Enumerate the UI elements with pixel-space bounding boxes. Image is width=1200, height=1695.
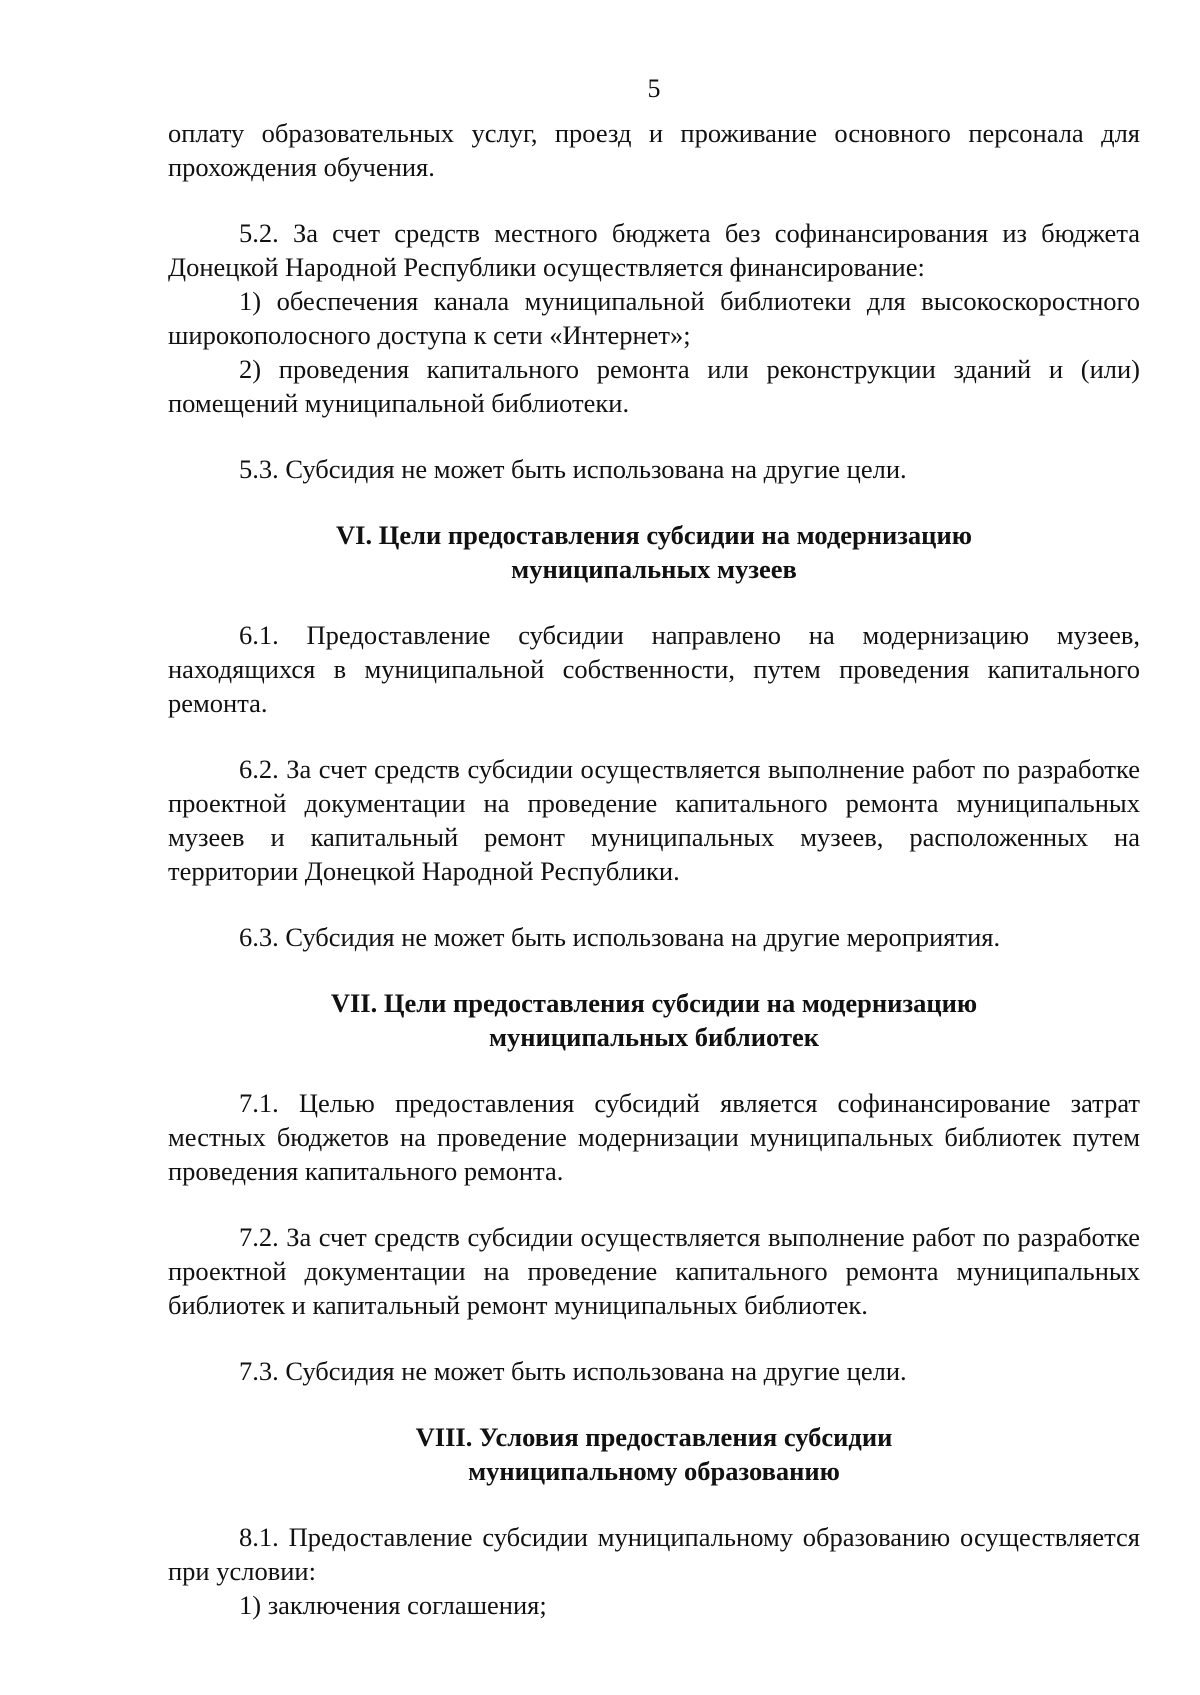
paragraph-spacer bbox=[168, 1488, 1140, 1520]
paragraph-spacer bbox=[168, 1054, 1140, 1086]
paragraph: 5.3. Субсидия не может быть использована на другие цели. bbox=[239, 454, 907, 484]
paragraph-spacer bbox=[168, 420, 1140, 452]
page-number: 5 bbox=[647, 74, 661, 103]
paragraph: 6.2. За счет средств субсидии осуществляется выполнение работ по разработке проектной документации на проведение капитального ремонта муниципальных музеев и капитальный ремонт муниципальных музеев, расположенных на территории Донецкой Народной Республики. bbox=[168, 754, 1140, 886]
paragraph: 6.3. Субсидия не может быть использована на другие мероприятия. bbox=[239, 922, 1001, 952]
paragraph-spacer bbox=[168, 1388, 1140, 1420]
paragraph: 2) проведения капитального ремонта или реконструкции зданий и (или) помещений муниципальной библиотеки. bbox=[168, 354, 1140, 418]
section-heading-line: VI. Цели предоставления субсидии на модернизацию bbox=[336, 520, 972, 550]
section-heading bbox=[168, 1420, 1140, 1488]
paragraph-spacer bbox=[168, 720, 1140, 752]
paragraph: 7.3. Субсидия не может быть использована на другие цели. bbox=[239, 1356, 907, 1386]
paragraph-spacer bbox=[168, 486, 1140, 518]
paragraph-spacer bbox=[168, 954, 1140, 986]
paragraph: оплату образовательных услуг, проезд и проживание основного персонала для прохождения обучения. bbox=[168, 118, 1140, 182]
section-heading-line: VII. Цели предоставления субсидии на модернизацию bbox=[330, 988, 978, 1018]
section-heading-line: муниципальных музеев bbox=[511, 554, 797, 584]
section-heading bbox=[168, 518, 1140, 586]
section-heading-line: муниципальных библиотек bbox=[488, 1022, 820, 1052]
paragraph-spacer bbox=[168, 888, 1140, 920]
paragraph: 8.1. Предоставление субсидии муниципальному образованию осуществляется при условии: bbox=[168, 1522, 1140, 1586]
paragraph-spacer bbox=[168, 586, 1140, 618]
paragraph: 5.2. За счет средств местного бюджета без софинансирования из бюджета Донецкой Народной Республики осуществляется финансирование: bbox=[168, 218, 1140, 282]
section-heading-line: муниципальному образованию bbox=[468, 1456, 840, 1486]
section-heading-line: VIII. Условия предоставления субсидии bbox=[415, 1422, 893, 1452]
paragraph-spacer bbox=[168, 1188, 1140, 1220]
document-page bbox=[168, 72, 1140, 1622]
paragraph-spacer bbox=[168, 184, 1140, 216]
paragraph-spacer bbox=[168, 1322, 1140, 1354]
paragraph: 6.1. Предоставление субсидии направлено на модернизацию музеев, находящихся в муниципальной собственности, путем проведения капитального ремонта. bbox=[168, 620, 1140, 718]
paragraph: 1) заключения соглашения; bbox=[239, 1590, 547, 1620]
document-body bbox=[168, 116, 1140, 1622]
paragraph: 1) обеспечения канала муниципальной библиотеки для высокоскоростного широкополосного доступа к сети «Интернет»; bbox=[168, 286, 1140, 350]
paragraph: 7.1. Целью предоставления субсидий является софинансирование затрат местных бюджетов на проведение модернизации муниципальных библиотек путем проведения капитального ремонта. bbox=[168, 1088, 1140, 1186]
paragraph: 7.2. За счет средств субсидии осуществляется выполнение работ по разработке проектной документации на проведение капитального ремонта муниципальных библиотек и капитальный ремонт муниципальных библиотек. bbox=[168, 1222, 1140, 1320]
section-heading bbox=[168, 986, 1140, 1054]
